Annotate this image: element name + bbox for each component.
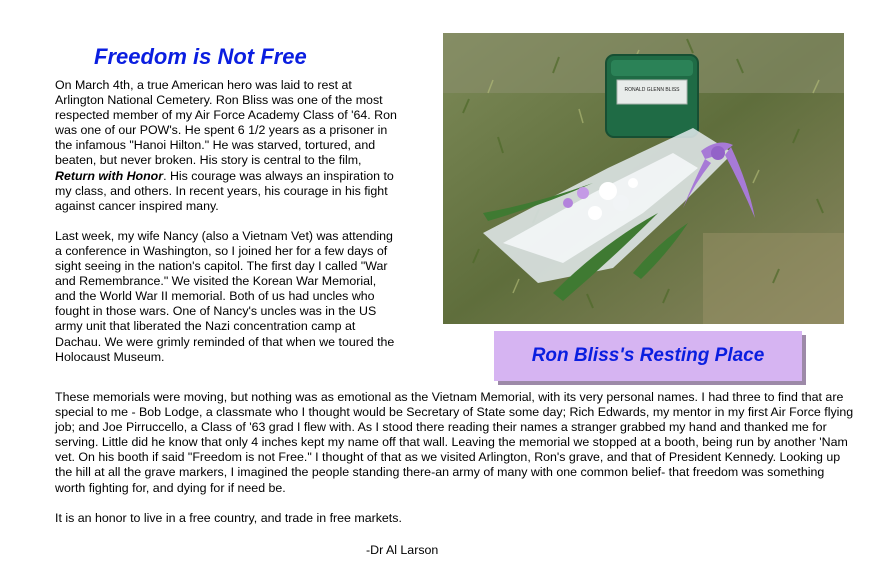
paragraph-vietnam-memorial: These memorials were moving, but nothing was as emotional as the Vietnam Memorial, with its very personal names. I had three to find that are special to me - Bob Lodge, a classmate who I thought would be Secretary of State some day; Rich Edwards, my mentor in my first Air Force flying job; and Joe Pirruccello, a Class of '63 grad I flew with. As I stood there reading their names a stranger grabbed my hand and thanked me for serving. Little did he know that only 4 inches kept my name off that wall. Leaving the memorial we stopped at a booth, being run by another 'Nam vet. On his booth if said "Freedom is not Free." I thought of that as we visited Arlington, Ron's grave, and that of President Kennedy. Looking up the hill at all the grave markers, I imagined the people standing there-an army of many with one common belief- that freedom was something worth fighting for, and dying for if need be.: [55, 390, 854, 495]
paragraph-washington-trip: Last week, my wife Nancy (also a Vietnam Vet) was attending a conference in Washington, so I joined her for a few days of sight seeing in the nation's capitol. The first day I called "War and Remembrance." We visited the Korean War Memorial, and the World War II memorial. Both of us had uncles who fought in those wars. One of Nancy's uncles was in the US army unit that liberated the Nazi concentration camp at Dachau. We were grimly reminded of that when we toured the Holocaust Museum.: [55, 228, 395, 364]
film-title: Return with Honor: [55, 168, 164, 183]
author-signature: -Dr Al Larson: [366, 543, 439, 557]
grave-photo: [443, 33, 844, 324]
caption-text: Ron Bliss's Resting Place: [531, 345, 765, 366]
paragraph-text: . His courage was always an inspiration to my class, and others. In recent years, his courage in his fight against cancer inspired many.: [55, 168, 394, 213]
grave-photo-graphic: [443, 33, 844, 324]
paragraph-ron-bliss: [55, 78, 400, 214]
page-title: Freedom is Not Free: [94, 44, 307, 69]
photo-caption: [494, 331, 802, 381]
marker-nameplate: RONALD GLENN BLISS: [624, 87, 680, 93]
paragraph-closing: It is an honor to live in a free country, and trade in free markets.: [55, 510, 402, 525]
paragraph-text: On March 4th, a true American hero was laid to rest at Arlington National Cemetery. Ron Bliss was one of the most respected member of my Air Force Academy Class of '64. Ron was one of our POW's. He spent 6 1/2 years as a prisoner in the infamous "Hanoi Hilton." He was starved, tortured, and beaten, but never broken. His story is central to the film,: [55, 78, 397, 168]
article-intro: [55, 78, 400, 380]
article-body: [55, 390, 855, 541]
